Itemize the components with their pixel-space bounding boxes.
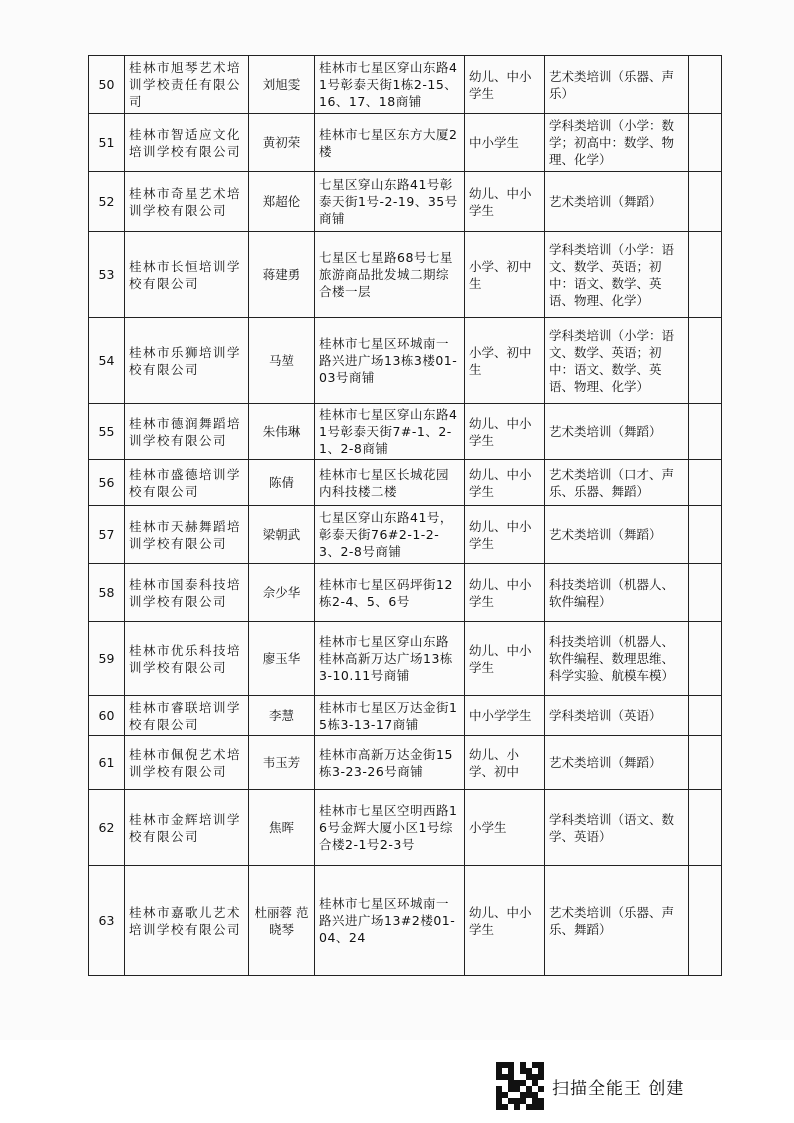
training-scope: 艺术类培训（舞蹈） xyxy=(545,172,689,232)
legal-representative: 佘少华 xyxy=(249,564,315,622)
student-type: 幼儿、中小学生 xyxy=(465,404,545,460)
training-scope: 科技类培训（机器人、软件编程、数理思维、科学实验、航模车模） xyxy=(545,622,689,696)
table-row xyxy=(89,790,722,866)
row-number: 53 xyxy=(89,232,125,318)
legal-representative: 黄初荣 xyxy=(249,114,315,172)
school-address: 桂林市七星区环城南一路兴进广场13栋3楼01-03号商铺 xyxy=(315,318,465,404)
training-scope: 学科类培训（小学：语文、数学、英语；初中：语文、数学、英语、物理、化学） xyxy=(545,232,689,318)
row-number: 59 xyxy=(89,622,125,696)
row-number: 50 xyxy=(89,56,125,114)
student-type: 幼儿、中小学生 xyxy=(465,56,545,114)
remarks-cell xyxy=(689,564,722,622)
training-scope: 学科类培训（小学：数学；初高中：数学、物理、化学） xyxy=(545,114,689,172)
remarks-cell xyxy=(689,696,722,736)
school-name: 桂林市乐狮培训学校有限公司 xyxy=(125,318,249,404)
school-address: 桂林市七星区码坪街12栋2-4、5、6号 xyxy=(315,564,465,622)
school-address: 桂林市七星区穿山东路桂林高新万达广场13栋3-10.11号商铺 xyxy=(315,622,465,696)
student-type: 中小学学生 xyxy=(465,696,545,736)
student-type: 幼儿、中小学生 xyxy=(465,866,545,976)
training-scope: 科技类培训（机器人、软件编程） xyxy=(545,564,689,622)
table-row xyxy=(89,696,722,736)
student-type: 小学、初中生 xyxy=(465,318,545,404)
table-row xyxy=(89,232,722,318)
student-type: 中小学生 xyxy=(465,114,545,172)
legal-representative: 韦玉芳 xyxy=(249,736,315,790)
student-type: 小学、初中生 xyxy=(465,232,545,318)
school-address: 桂林市七星区穿山东路41号彰泰天街1栋2-15、16、17、18商铺 xyxy=(315,56,465,114)
student-type: 幼儿、中小学生 xyxy=(465,460,545,506)
student-type: 幼儿、中小学生 xyxy=(465,172,545,232)
row-number: 51 xyxy=(89,114,125,172)
row-number: 52 xyxy=(89,172,125,232)
legal-representative: 焦晖 xyxy=(249,790,315,866)
table-row xyxy=(89,460,722,506)
row-number: 57 xyxy=(89,506,125,564)
school-name: 桂林市优乐科技培训学校有限公司 xyxy=(125,622,249,696)
remarks-cell xyxy=(689,318,722,404)
legal-representative: 陈倩 xyxy=(249,460,315,506)
school-name: 桂林市睿联培训学校有限公司 xyxy=(125,696,249,736)
legal-representative: 朱伟琳 xyxy=(249,404,315,460)
school-name: 桂林市长恒培训学校有限公司 xyxy=(125,232,249,318)
row-number: 55 xyxy=(89,404,125,460)
student-type: 幼儿、中小学生 xyxy=(465,622,545,696)
row-number: 63 xyxy=(89,866,125,976)
legal-representative: 杜丽蓉 范晓琴 xyxy=(249,866,315,976)
student-type: 幼儿、中小学生 xyxy=(465,564,545,622)
remarks-cell xyxy=(689,404,722,460)
table-row xyxy=(89,56,722,114)
training-school-table xyxy=(88,55,722,976)
remarks-cell xyxy=(689,506,722,564)
row-number: 58 xyxy=(89,564,125,622)
remarks-cell xyxy=(689,56,722,114)
legal-representative: 梁朝武 xyxy=(249,506,315,564)
legal-representative: 郑超伦 xyxy=(249,172,315,232)
scanner-watermark xyxy=(496,1062,684,1110)
remarks-cell xyxy=(689,232,722,318)
school-address: 桂林市七星区万达金街15栋3-13-17商铺 xyxy=(315,696,465,736)
legal-representative: 马堃 xyxy=(249,318,315,404)
remarks-cell xyxy=(689,114,722,172)
school-name: 桂林市金辉培训学校有限公司 xyxy=(125,790,249,866)
school-address: 七星区穿山东路41号彰泰天街1号-2-19、35号商铺 xyxy=(315,172,465,232)
school-name: 桂林市旭琴艺术培训学校责任有限公司 xyxy=(125,56,249,114)
school-address: 桂林市七星区环城南一路兴进广场13#2楼01-04、24 xyxy=(315,866,465,976)
table-row xyxy=(89,866,722,976)
school-address: 桂林市七星区长城花园内科技楼二楼 xyxy=(315,460,465,506)
training-scope: 艺术类培训（乐器、声乐、舞蹈） xyxy=(545,866,689,976)
legal-representative: 刘旭雯 xyxy=(249,56,315,114)
school-name: 桂林市天赫舞蹈培训学校有限公司 xyxy=(125,506,249,564)
legal-representative: 李慧 xyxy=(249,696,315,736)
training-scope: 学科类培训（小学：语文、数学、英语；初中：语文、数学、英语、物理、化学） xyxy=(545,318,689,404)
school-address: 七星区穿山东路41号，彰泰天街76#2-1-2-3、2-8号商铺 xyxy=(315,506,465,564)
table-row xyxy=(89,622,722,696)
school-address: 桂林市七星区东方大厦2楼 xyxy=(315,114,465,172)
qr-code-icon xyxy=(496,1062,544,1110)
school-name: 桂林市国泰科技培训学校有限公司 xyxy=(125,564,249,622)
table-row xyxy=(89,318,722,404)
row-number: 61 xyxy=(89,736,125,790)
student-type: 幼儿、中小学生 xyxy=(465,506,545,564)
school-name: 桂林市奇星艺术培训学校有限公司 xyxy=(125,172,249,232)
table-row xyxy=(89,564,722,622)
legal-representative: 廖玉华 xyxy=(249,622,315,696)
training-scope: 学科类培训（英语） xyxy=(545,696,689,736)
row-number: 54 xyxy=(89,318,125,404)
watermark-text: 扫描全能王 创建 xyxy=(552,1078,685,1099)
training-scope: 艺术类培训（舞蹈） xyxy=(545,736,689,790)
school-name: 桂林市智适应文化培训学校有限公司 xyxy=(125,114,249,172)
training-scope: 艺术类培训（乐器、声乐） xyxy=(545,56,689,114)
table-row xyxy=(89,404,722,460)
training-scope: 艺术类培训（舞蹈） xyxy=(545,506,689,564)
training-scope: 艺术类培训（舞蹈） xyxy=(545,404,689,460)
student-type: 小学生 xyxy=(465,790,545,866)
training-scope: 艺术类培训（口才、声乐、乐器、舞蹈） xyxy=(545,460,689,506)
school-address: 桂林市七星区空明西路16号金辉大厦小区1号综合楼2-1号2-3号 xyxy=(315,790,465,866)
table-row xyxy=(89,506,722,564)
remarks-cell xyxy=(689,866,722,976)
school-name: 桂林市佩倪艺术培训学校有限公司 xyxy=(125,736,249,790)
school-name: 桂林市盛德培训学校有限公司 xyxy=(125,460,249,506)
training-scope: 学科类培训（语文、数学、英语） xyxy=(545,790,689,866)
remarks-cell xyxy=(689,790,722,866)
remarks-cell xyxy=(689,736,722,790)
school-address: 桂林市七星区穿山东路41号彰泰天街7#-1、2-1、2-8商铺 xyxy=(315,404,465,460)
table-row xyxy=(89,114,722,172)
student-type: 幼儿、小学、初中 xyxy=(465,736,545,790)
row-number: 56 xyxy=(89,460,125,506)
remarks-cell xyxy=(689,460,722,506)
remarks-cell xyxy=(689,172,722,232)
school-address: 桂林市高新万达金街15栋3-23-26号商铺 xyxy=(315,736,465,790)
legal-representative: 蒋建勇 xyxy=(249,232,315,318)
row-number: 62 xyxy=(89,790,125,866)
table-row xyxy=(89,736,722,790)
remarks-cell xyxy=(689,622,722,696)
table-row xyxy=(89,172,722,232)
school-address: 七星区七星路68号七星旅游商品批发城二期综合楼一层 xyxy=(315,232,465,318)
school-name: 桂林市嘉歌儿艺术培训学校有限公司 xyxy=(125,866,249,976)
school-name: 桂林市德润舞蹈培训学校有限公司 xyxy=(125,404,249,460)
row-number: 60 xyxy=(89,696,125,736)
